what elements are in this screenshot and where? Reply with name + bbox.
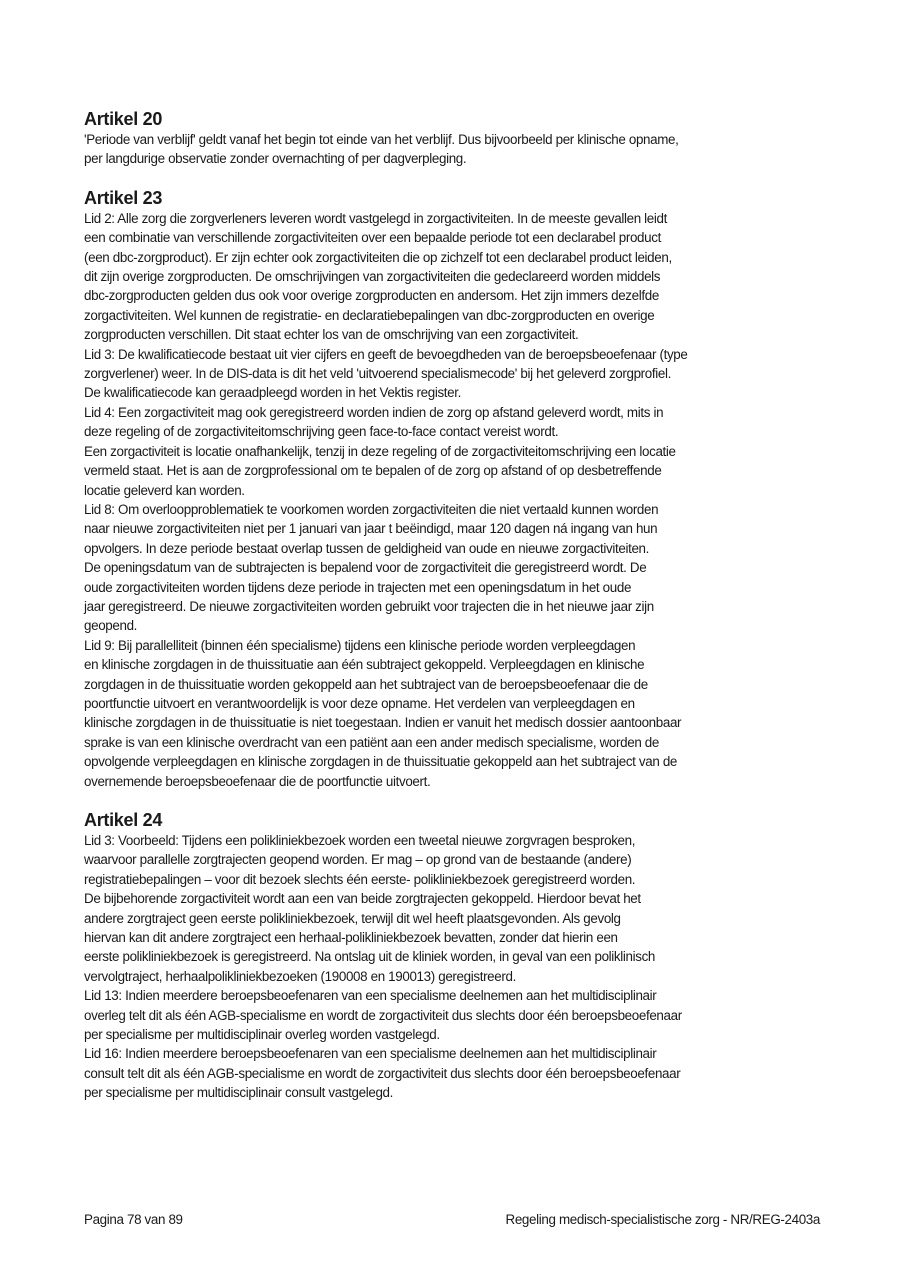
article-text-line: Lid 9: Bij parallelliteit (binnen één specialisme) tijdens een klinische periode worden verpleegdagen [84,637,636,653]
article-text-line: deze regeling of de zorgactiviteitomschrijving geen face-to-face contact vereist wordt. [84,424,559,440]
article-text-line: overleg telt dit als één AGB-specialisme en wordt de zorgactiviteit dus slechts door één beroepsbeoefenaar [84,1007,682,1023]
article-heading: Artikel 24 [84,810,163,830]
article-text-line: locatie geleverd kan worden. [84,482,245,498]
page-number: Pagina 78 van 89 [84,1212,183,1227]
article-section [84,108,824,169]
article-text-line: 'Periode van verblijf' geldt vanaf het begin tot einde van het verblijf. Dus bijvoorbeeld per klinische opname, [84,132,679,147]
article-text-line: Lid 3: Voorbeeld: Tijdens een polikliniekbezoek worden een tweetal nieuwe zorgvragen besproken, [84,833,636,848]
document-title: Regeling medisch-specialistische zorg - NR/REG-2403a [505,1212,820,1227]
article-text-line: jaar geregistreerd. De nieuwe zorgactiviteiten worden gebruikt voor trajecten die in het nieuwe jaar zijn [84,598,654,614]
article-text-line: zorgdagen in de thuissituatie worden gekoppeld aan het subtraject van de beroepsbeoefenaar die de [84,676,648,692]
page-content [84,108,824,1121]
article-text-line: dbc-zorgproducten gelden dus ook voor overige zorgproducten en andersom. Het zijn immers dezelfde [84,288,659,304]
article-section [84,187,824,791]
article-text-line: per langdurige observatie zonder overnachting of per dagverpleging. [84,151,467,167]
article-text-line: Lid 16: Indien meerdere beroepsbeoefenaren van een specialisme deelnemen aan het multidisciplinair [84,1046,657,1062]
article-text-line: dit zijn overige zorgproducten. De omschrijvingen van zorgactiviteiten die gedeclareerd worden middels [84,269,661,285]
article-text-line: Een zorgactiviteit is locatie onafhankelijk, tenzij in deze regeling of de zorgactiviteitomschrijving een locatie [84,443,676,459]
article-text-line: zorgverlener) weer. In de DIS-data is dit het veld 'uitvoerend specialismecode' bij het geleverd zorgprofiel. [84,366,671,382]
article-text-line: (een dbc-zorgproduct). Er zijn echter ook zorgactiviteiten die op zichzelf tot een declarabel product leiden, [84,249,672,265]
article-text-line: registratiebepalingen – voor dit bezoek slechts één eerste- polikliniekbezoek geregistreerd worden. [84,871,636,887]
article-text-line: Lid 13: Indien meerdere beroepsbeoefenaren van een specialisme deelnemen aan het multidisciplinair [84,988,657,1004]
article-text-line: consult telt dit als één AGB-specialisme en wordt de zorgactiviteit dus slechts door één beroepsbeoefenaar [84,1065,681,1081]
article-text-line: Lid 4: Een zorgactiviteit mag ook geregistreerd worden indien de zorg op afstand geleverd wordt, mits in [84,404,664,420]
article-text-line: per specialisme per multidisciplinair consult vastgelegd. [84,1085,394,1101]
article-text-line: De bijbehorende zorgactiviteit wordt aan een van beide zorgtrajecten gekoppeld. Hierdoor bevat het [84,891,641,907]
article-text-line: naar nieuwe zorgactiviteiten niet per 1 januari van jaar t beëindigd, maar 120 dagen ná ingang van hun [84,521,658,537]
article-text-line: geopend. [84,618,138,634]
article-text-line: per specialisme per multidisciplinair overleg worden vastgelegd. [84,1027,440,1043]
article-text-line: Lid 3: De kwalificatiecode bestaat uit vier cijfers en geeft de bevoegdheden van de beroepsbeoefenaar (type [84,346,688,362]
article-section [84,809,824,1103]
article-text-line: zorgproducten verschillen. Dit staat echter los van de omschrijving van een zorgactiviteit. [84,327,579,343]
article-text-line: overnemende beroepsbeoefenaar die de poortfunctie uitvoert. [84,773,431,789]
article-text-line: hiervan kan dit andere zorgtraject een herhaal-polikliniekbezoek bevatten, zonder dat hierin een [84,930,618,946]
article-heading: Artikel 20 [84,109,163,129]
article-text-line: sprake is van een klinische overdracht van een patiënt aan een ander medisch specialisme, worden de [84,734,659,750]
article-text-line: eerste polikliniekbezoek is geregistreerd. Na ontslag uit de kliniek worden, in geval van een poliklinisch [84,949,656,965]
article-text-line: vermeld staat. Het is aan de zorgprofessional om te bepalen of de zorg op afstand of op desbetreffende [84,463,662,479]
article-text-line: Lid 2: Alle zorg die zorgverleners leveren wordt vastgelegd in zorgactiviteiten. In de meeste gevallen leidt [84,210,667,226]
article-text-line: vervolgtraject, herhaalpolikliniekbezoeken (190008 en 190013) geregistreerd. [84,968,516,984]
article-text-line: De kwalificatiecode kan geraadpleegd worden in het Vektis register. [84,385,462,401]
article-text-line: een combinatie van verschillende zorgactiviteiten over een bepaalde periode tot een declarabel product [84,230,661,246]
article-text-line: opvolgende verpleegdagen en klinische zorgdagen in de thuissituatie gekoppeld aan het subtraject van de [84,754,678,770]
article-text-line: en klinische zorgdagen in de thuissituatie aan één subtraject gekoppeld. Verpleegdagen en klinische [84,657,645,673]
article-text-line: poortfunctie uitvoert en verantwoordelijk is voor deze opname. Het verdelen van verpleegdagen en [84,695,635,711]
article-text-line: Lid 8: Om overloopproblematiek te voorkomen worden zorgactiviteiten die niet vertaald kunnen worden [84,501,659,517]
article-text-line: andere zorgtraject geen eerste polikliniekbezoek, terwijl dit wel heeft plaatsgevonden. Als gevolg [84,910,621,926]
article-text-line: De openingsdatum van de subtrajecten is bepalend voor de zorgactiviteit die geregistreerd wordt. De [84,560,647,576]
article-text-line: waarvoor parallelle zorgtrajecten geopend worden. Er mag – op grond van de bestaande (andere) [84,852,632,868]
article-text-line: klinische zorgdagen in de thuissituatie is niet toegestaan. Indien er vanuit het medisch dossier aantoonbaar [84,715,682,731]
article-heading: Artikel 23 [84,187,163,208]
article-text-line: opvolgers. In deze periode bestaat overlap tussen de geldigheid van oude en nieuwe zorgactiviteiten. [84,540,650,556]
article-text-line: oude zorgactiviteiten worden tijdens deze periode in trajecten met een openingsdatum in het oude [84,579,632,595]
article-text-line: zorgactiviteiten. Wel kunnen de registratie- en declaratiebepalingen van dbc-zorgproducten en overige [84,307,655,323]
